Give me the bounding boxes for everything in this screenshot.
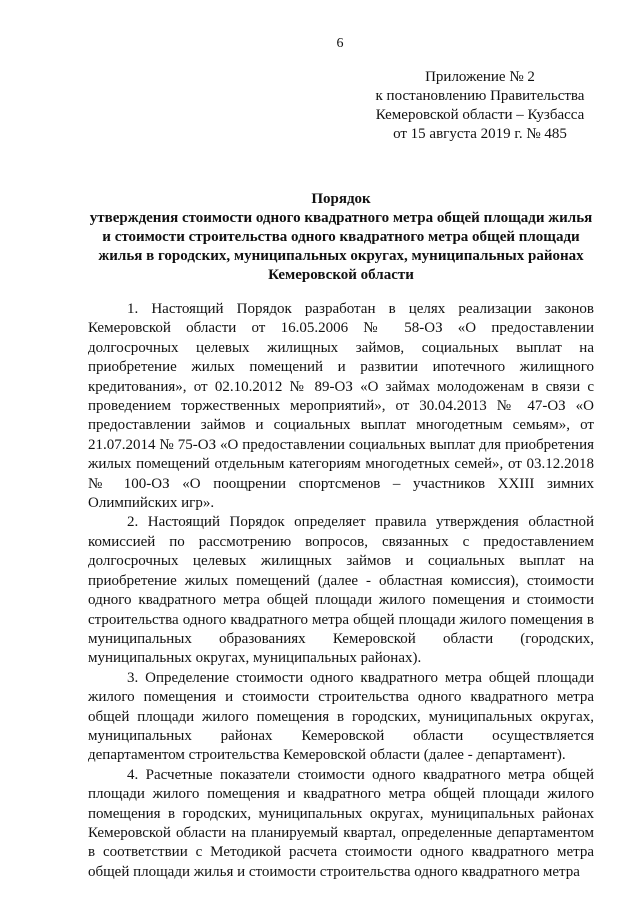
appendix-line: Приложение № 2 [425,69,535,85]
document-body [88,300,594,882]
paragraph: 1. Настоящий Порядок разработан в целях реализации законов Кемеровской области от 16.05.2006 № 58-ОЗ «О предоставлении долгосрочных целевых жилищных займов, социальных выплат на приобретение жилых помещений и развитии ипотечного жилищного кредитования», от 02.10.2012 № 89-ОЗ «О займах молодоженам в связи с проведением торжественных мероприятий», от 30.04.2013 № 47-ОЗ «О предоставлении займов и социальных выплат многодетным семьям», от 21.07.2014 № 75-ОЗ «О предоставлении социальных выплат для приобретения жилых помещений отдельным категориям многодетных семей», от 03.12.2018 № 100-ОЗ «О поощрении спортсменов – участников XXIII зимних Олимпийских игр». [88,301,594,512]
appendix-line: к постановлению Правительства [375,88,585,104]
paragraph: 3. Определение стоимости одного квадратного метра общей площади жилого помещения и стоимости строительства одного квадратного метра общей площади жилого помещения в городских, муниципальных округах, муниципальных районах Кемеровской области осуществляется департаментом строительства Кемеровской области (далее - департамент). [88,669,594,764]
title-heading: Порядок [311,191,371,207]
document-title [88,190,594,285]
paragraph: 2. Настоящий Порядок определяет правила утверждения областной комиссией по рассмотрению вопросов, связанных с предоставлением долгосрочных целевых жилищных займов и социальных выплат на приобретение жилых помещений (далее - областная комиссия), стоимости одного квадратного метра общей площади жилого помещения и стоимости строительства одного квадратного метра общей площади жилого помещения в муниципальных образованиях Кемеровской области (городских, муниципальных округах, муниципальных районах). [88,514,594,667]
appendix-line: Кемеровской области – Кузбасса [375,107,585,123]
appendix-header [360,68,600,144]
title-subtitle: утверждения стоимости одного квадратного метра общей площади жилья и стоимости строительства одного квадратного метра общей площади жилья в городских, муниципальных округах, муниципальных районах Кемеровской области [89,210,593,283]
appendix-line: от 15 августа 2019 г. № 485 [393,126,567,142]
page-number: 6 [336,36,344,51]
paragraph: 4. Расчетные показатели стоимости одного квадратного метра общей площади жилого помещения и квадратного метра общей площади жилого помещения в городских, муниципальных округах, муниципальных районах Кемеровской области на планируемый квартал, определенные департаментом в соответствии с Методикой расчета стоимости одного квадратного метра общей площади жилья и стоимости строительства одного квадратного метра [88,766,594,880]
